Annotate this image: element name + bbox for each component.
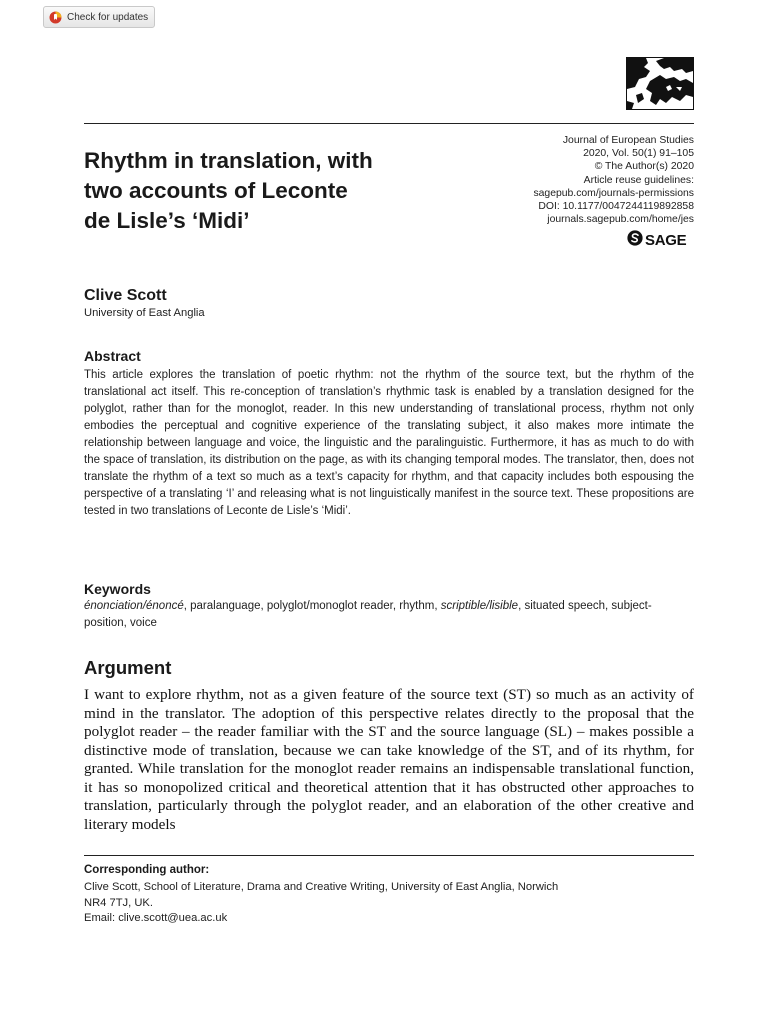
keywords-list [84, 598, 684, 632]
journal-home-link[interactable]: journals.sagepub.com/home/jes [547, 214, 694, 226]
author-name: Clive Scott [84, 287, 167, 304]
journal-name: Journal of European Studies [562, 135, 694, 146]
europe-map-icon [626, 57, 694, 110]
crossmark-icon [49, 11, 62, 24]
abstract-heading: Abstract [84, 348, 141, 364]
corresponding-email[interactable]: Email: clive.scott@uea.ac.uk [84, 912, 228, 924]
argument-heading: Argument [84, 657, 172, 678]
title-line-3: de Lisle’s ‘Midi’ [84, 208, 250, 233]
reuse-guidelines-label: Article reuse guidelines: [583, 174, 694, 186]
author-affiliation: University of East Anglia [84, 307, 205, 319]
corresponding-author-details [84, 880, 684, 927]
publisher-logo [627, 230, 686, 251]
argument-body: I want to explore rhythm, not as a given feature of the source text (ST) so much as an activity of mind in the translator. The adoption of this perspective relates directly to the proposal that the polyglot reader – the reader familiar with the ST and the source language (SL) – makes possible a distinctive mode of translation, because we can take knowledge of the ST, and of its rhythm, for granted. While translation for the monoglot reader remains an indispensable translational function, it has so monopolized critical and theoretical attention that it has obstructed other approaches to translation, particularly through the polyglot reader, and an elaboration of the other creative and literary models [84, 686, 694, 833]
sage-s-icon [627, 230, 643, 251]
title-line-1: Rhythm in translation, with [84, 148, 373, 173]
publisher-name: SAGE [645, 232, 687, 249]
article-title [84, 146, 464, 236]
reuse-guidelines-link[interactable]: sagepub.com/journals-permissions [533, 187, 694, 199]
corresponding-author-heading: Corresponding author: [84, 864, 210, 876]
keywords-heading: Keywords [84, 581, 151, 597]
header-rule [84, 123, 694, 124]
check-for-updates-label: Check for updates [67, 11, 149, 23]
keywords-part-2: , paralanguage, polyglot/monoglot reader, rhythm, [183, 600, 441, 612]
journal-metadata [533, 134, 694, 226]
copyright-line: © The Author(s) 2020 [594, 161, 694, 173]
keywords-part-4: , situated speech, subject-position, voice [84, 600, 652, 629]
keyword-scriptible: scriptible/lisible [440, 600, 519, 612]
journal-volume: 2020, Vol. 50(1) 91–105 [583, 148, 694, 160]
corresponding-address-line-1: Clive Scott, School of Literature, Drama and Creative Writing, University of East Anglia, Norwich [84, 881, 559, 893]
footnote-rule [84, 855, 694, 856]
abstract-text: This article explores the translation of poetic rhythm: not the rhythm of the source text, but the rhythm of the translational act itself. This re-conception of translation’s rhythmic task is enabled by a translation designed for the polyglot, rather than for the monoglot, reader. In this new understanding of translational process, rhythm not only embodies the perceptual and cognitive experience of the translating subject, it also makes more intimate the relationship between language and voice, the linguistic and the paralinguistic. Furthermore, it has as much to do with the space of translation, its distribution on the page, as with its changing temporal modes. The translator, then, does not translate the rhythm of a text so much as a text’s capacity for rhythm, and that capacity includes both espousing the perspective of a translating ‘I’ and releasing what is not linguistically manifest in the source text. These propositions are tested in two translations of Leconte de Lisle’s ‘Midi’. [84, 369, 694, 517]
keyword-enonciation: énonciation/énoncé [84, 600, 184, 612]
corresponding-address-line-2: NR4 7TJ, UK. [84, 896, 154, 909]
title-line-2: two accounts of Leconte [84, 178, 348, 203]
doi-link[interactable]: DOI: 10.1177/0047244119892858 [538, 201, 694, 213]
check-for-updates-button[interactable] [43, 6, 155, 28]
